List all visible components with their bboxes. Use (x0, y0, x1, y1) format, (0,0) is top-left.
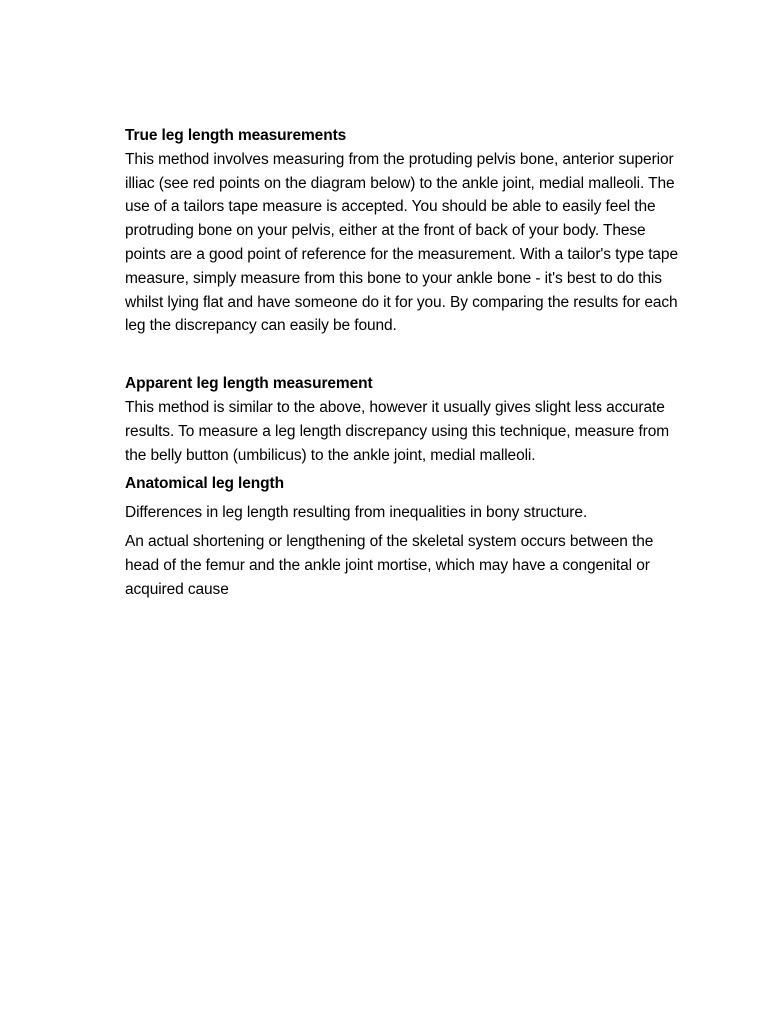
section-heading-apparent-leg-length: Apparent leg length measurement (125, 375, 373, 393)
section-heading-true-leg-length: True leg length measurements (125, 127, 347, 144)
section-body-anatomical-leg-length-cause: An actual shortening or lengthening of the skeletal system occurs between the head of the femur and the ankle joint mortise, which may have a congenital or acquired cause (125, 532, 654, 598)
spacer (125, 338, 685, 372)
section-body-anatomical-leg-length: Differences in leg length resulting from inequalities in bony structure. (125, 504, 588, 522)
section-heading-anatomical-leg-length: Anatomical leg length (125, 475, 284, 493)
document-content (125, 124, 685, 601)
section-body-apparent-leg-length: This method is similar to the above, however it usually gives slight less accurate results. To measure a leg length discrepancy using this technique, measure from the belly button (umbilicus) to the ankle joint, medial malleoli. (125, 398, 670, 464)
section-body-true-leg-length: This method involves measuring from the protuding pelvis bone, anterior superior illiac (see red points on the diagram below) to the ankle joint, medial malleoli. The use of a tailors tape measure is accepted. You should be able to easily feel the protruding bone on your pelvis, either at the front of back of your body. These points are a good point of reference for the measurement. With a tailor's type tape measure, simply measure from this bone to your ankle bone - it's best to do this whilst lying flat and have someone do it for you. By comparing the results for each leg the discrepancy can easily be found. (125, 150, 678, 335)
